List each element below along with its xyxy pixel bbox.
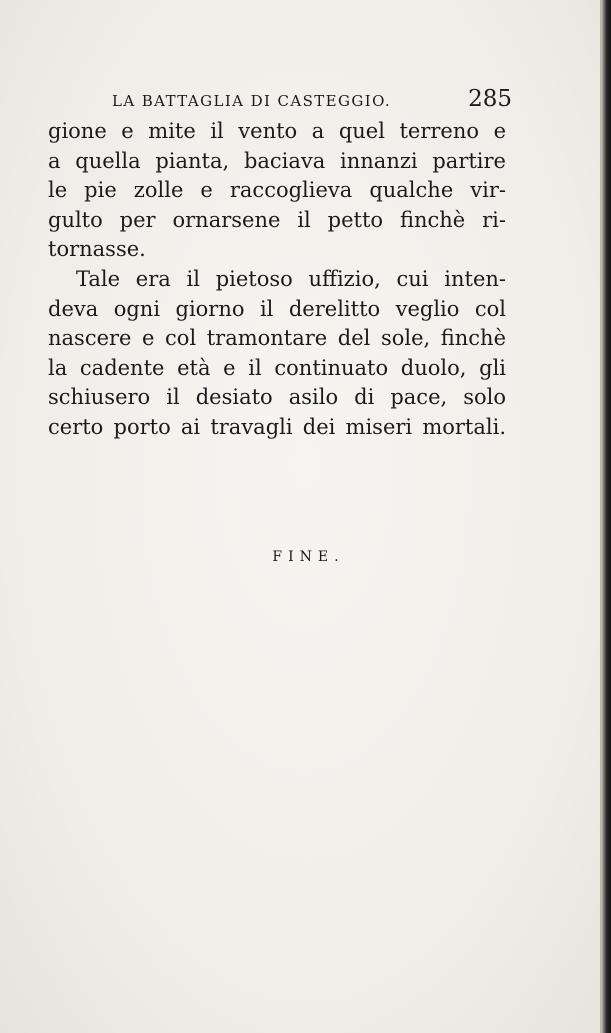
text-line: deva ogni giorno il derelitto veglio col [48,296,506,321]
page-edge-shadow [601,0,611,1033]
paragraph-continued [48,117,506,265]
text-line: certo porto ai travagli dei miseri mortali. [48,414,506,439]
text-line: nascere e col tramontare del sole, finchè [48,326,506,351]
text-line: a quella pianta, baciava innanzi partire [48,148,506,173]
page-number: 285 [468,86,512,112]
text-line: la cadente età e il continuato duolo, gli [48,355,506,380]
text-line: gione e mite il vento a quel terreno e [48,119,506,143]
text-line: Tale era il pietoso uffizio, cui inten- [76,266,506,291]
ending-mark: FINE. [272,549,345,565]
body-text [48,117,506,443]
page-header [112,86,512,114]
text-line: schiusero il desiato asilo di pace, solo [48,385,506,410]
text-line: le pie zolle e raccoglieva qualche vir- [48,178,506,203]
paragraph-final [48,265,506,443]
running-title: LA BATTAGLIA DI CASTEGGIO. [112,92,392,110]
text-line: gulto per ornarsene il petto finchè ri- [48,207,506,232]
text-line: tornasse. [48,237,146,262]
